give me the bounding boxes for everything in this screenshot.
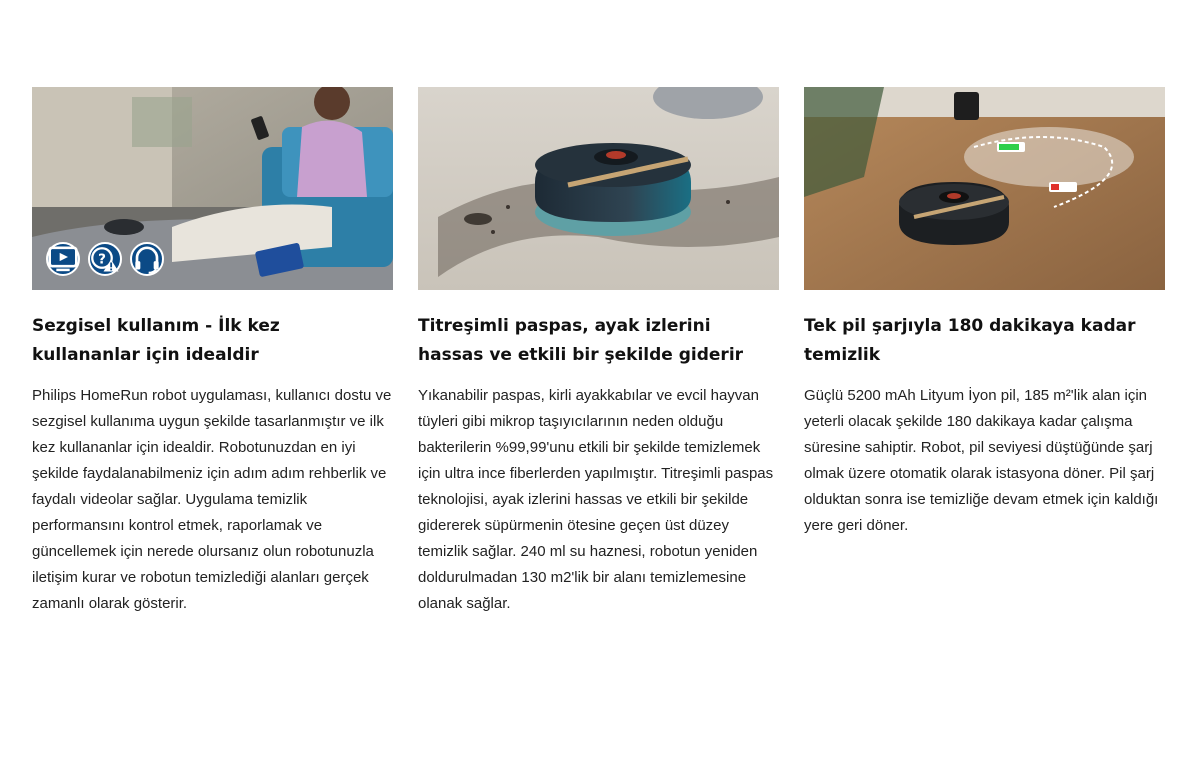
feature-card-app xyxy=(32,87,393,617)
app-usage-image xyxy=(32,87,393,290)
feature-title-battery: Tek pil şarjıyla 180 dakikaya kadar temizlik xyxy=(804,316,1136,365)
headset-support-icon xyxy=(130,242,164,276)
feature-card-mop xyxy=(418,87,779,617)
feature-title-mop: Titreşimli paspas, ayak izlerini hassas ve etkili bir şekilde giderir xyxy=(418,316,744,365)
mop-image xyxy=(418,87,779,290)
app-feature-badges xyxy=(46,242,164,276)
feature-body-battery: Güçlü 5200 mAh Lityum İyon pil, 185 m²'lik alan için yeterli olacak şekilde 180 dakikaya kadar çalışma süresine sahiptir. Robot, pil seviyesi düştüğünde şarj olmak üzere otomatik olarak istasyona döner. Pil şarj olduktan sonra ise temizliğe devam etmek için kaldığı yere geri döner. xyxy=(804,387,1159,534)
feature-body-mop: Yıkanabilir paspas, kirli ayakkabılar ve evcil hayvan tüyleri gibi mikrop taşıyıcılarının neden olduğu bakterilerin %99,99'unu etkili bir şekilde temizlemek için ultra ince fiberlerden yapılmıştır. Titreşimli paspas teknolojisi, ayak izlerini hassas ve etkili bir şekilde gidererek süpürmenin ötesine geçen üst düzey temizlik sağlar. 240 ml su haznesi, robotun yeniden doldurulmadan 130 m2'lik bir alanı temizlemesine olanak sağlar. xyxy=(418,387,774,612)
robot-charging-illustration xyxy=(804,87,1165,290)
video-tutorial-icon xyxy=(46,242,80,276)
feature-title-app: Sezgisel kullanım - İlk kez kullananlar için idealdir xyxy=(32,316,280,365)
svg-text:?: ? xyxy=(98,250,106,267)
battery-image xyxy=(804,87,1165,290)
help-alert-icon xyxy=(88,242,122,276)
robot-mopping-illustration xyxy=(418,87,779,290)
feature-card-battery xyxy=(804,87,1165,617)
feature-cards xyxy=(32,87,1165,617)
feature-body-app: Philips HomeRun robot uygulaması, kullanıcı dostu ve sezgisel kullanıma uygun şekilde tasarlanmıştır ve ilk kez kullananlar için idealdir. Robotunuzdan en iyi şekilde faydalanabilmeniz için adım adım rehberlik ve faydalı videolar sağlar. Uygulama temizlik performansını kontrol etmek, raporlamak ve güncellemek için nerede olursanız olun robotunuzla iletişim kurar ve robotun temizlediği alanları gerçek zamanlı olarak gösterir. xyxy=(32,387,392,612)
